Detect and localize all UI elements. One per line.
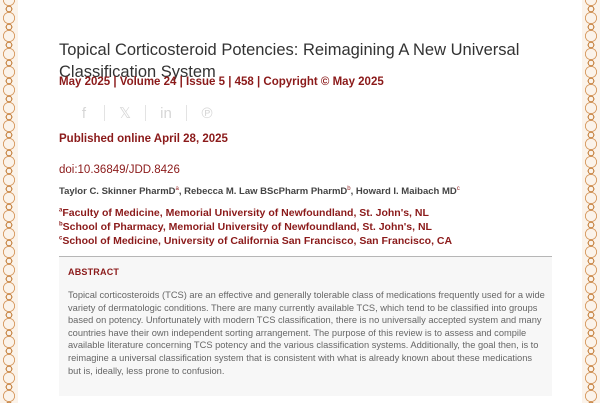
author-name[interactable]: Taylor C. Skinner PharmD [59, 186, 176, 198]
share-bar [64, 104, 227, 122]
doi-link[interactable]: doi:10.36849/JDD.8426 [59, 164, 180, 176]
author-sup: b [347, 186, 351, 192]
abstract-section [59, 256, 552, 396]
affiliation-sup: a [59, 207, 63, 214]
author-name[interactable]: Rebecca M. Law BScPharm PharmD [184, 186, 348, 198]
facebook-icon[interactable]: f [81, 104, 87, 122]
affiliation-b [59, 221, 432, 233]
article-title: Topical Corticosteroid Potencies: Reimagining A New Universal Classification System [59, 41, 520, 82]
affiliation-text: School of Pharmacy, Memorial University of Newfoundland, St. John's, NL [62, 221, 432, 233]
author-sup: a [175, 186, 179, 192]
author-list: Taylor C. Skinner PharmD$^a$, Rebecca M. Law BScPharm PharmD$^b$, Howard I. Maibach $MD^c$ [59, 186, 460, 198]
affiliation-a [59, 207, 429, 219]
issue-info: May 2025 | Volume 24 | Issue 5 | 458 | Copyright © May 2025 [59, 76, 384, 88]
affiliation-sup: c [59, 235, 63, 242]
affiliation-text: Faculty of Medicine, Memorial University of Newfoundland, St. John's, NL [62, 207, 429, 219]
pinterest-icon[interactable]: ℗ [201, 104, 213, 122]
x-icon[interactable]: 𝕏 [118, 105, 132, 122]
decorative-border-left [0, 0, 18, 403]
published-date: Published online April 28, 2025 [59, 133, 228, 145]
affiliation-text: School of Medicine, University of California San Francisco, San Francisco, CA [62, 235, 453, 247]
author-name[interactable]: Howard I. Maibach MD [355, 186, 457, 198]
affiliation-sup: b [59, 221, 63, 228]
decorative-border-right [582, 0, 600, 403]
abstract-divider [59, 256, 552, 257]
author-sup: c [456, 186, 460, 192]
abstract-text: Topical corticosteroids (TCS) are an effective and generally tolerable class of medications frequently used for a wide variety of dermatologic conditions. There are many currently available TCS, which tend to be classified into groups based on potency. Unfortunately with modern TCS classification, there is no universally accepted system and many countries have their own independent sorting arrangement. The purpose of this review is to assess and compile available literature concerning TCS potency and the various classification systems. Additionally, the goal then, is to reimagine a universal classification system that is consistent with what is already known about these medications but is, ideally, less prone to confusion. [68, 290, 545, 376]
abstract-heading: ABSTRACT [68, 267, 120, 277]
linkedin-icon[interactable]: in [160, 104, 172, 122]
affiliation-c [59, 235, 452, 247]
